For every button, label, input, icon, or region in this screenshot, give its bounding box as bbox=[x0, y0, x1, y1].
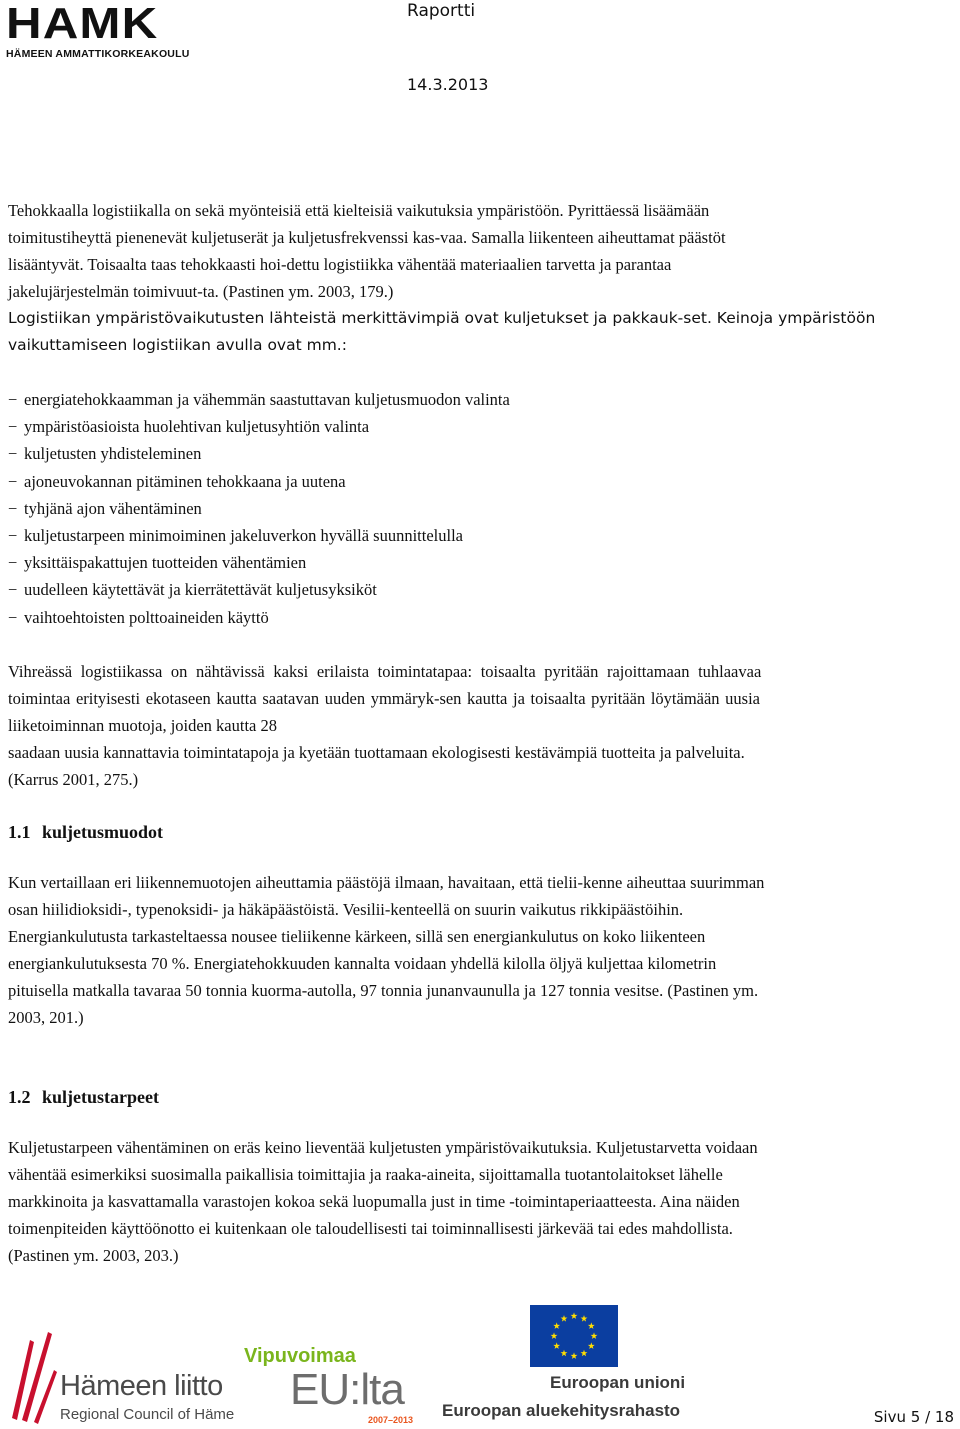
text-line: saadaan uusia kannattavia toimintatapoja ja kyetään tuottamaan ekologisesti kestävämpiä tuotteita ja palveluita. bbox=[8, 743, 745, 762]
text-line: Kun vertaillaan eri liikennemuotojen aiheuttamia päästöjä ilmaan, havaitaan, että tielii-kenne aiheuttaa suurimman bbox=[8, 873, 765, 892]
list-item-text: vaihtoehtoisten polttoaineiden käyttö bbox=[24, 607, 269, 627]
paragraph-intro bbox=[8, 197, 956, 305]
text-line: Tehokkaalla logistiikalla on sekä myönteisiä että kielteisiä vaikutuksia ympäristöön. Pyrittäessä lisäämään bbox=[8, 201, 710, 220]
document-date: 14.3.2013 bbox=[407, 75, 489, 94]
list-item bbox=[8, 495, 510, 522]
section-heading-1-1 bbox=[8, 822, 163, 843]
hameen-liitto-name: Hämeen liitto bbox=[60, 1370, 223, 1402]
page-value: 5 / 18 bbox=[910, 1408, 954, 1426]
paragraph-sources bbox=[8, 305, 956, 359]
euroopan-unioni-text: Euroopan unioni bbox=[550, 1373, 686, 1392]
dash-icon: − bbox=[8, 526, 18, 546]
text-line: (Karrus 2001, 275.) bbox=[8, 770, 139, 789]
text-line: jakelujärjestelmän toimivuut-ta. (Pastinen ym. 2003, 179.) bbox=[8, 282, 394, 301]
dash-icon: − bbox=[8, 471, 18, 491]
list-item-text: kuljetusten yhdisteleminen bbox=[24, 444, 202, 464]
section-number: 1.2 bbox=[8, 1087, 31, 1107]
text-line: energiankulutuksesta 70 %. Energiatehokkuuden kannalta voidaan yhdellä kilolla öljyä kuljettaa kilometrin bbox=[8, 954, 717, 973]
document-title: Raportti bbox=[407, 1, 476, 21]
list-item-text: ympäristöasioista huolehtivan kuljetusyhtiön valinta bbox=[24, 417, 370, 437]
paragraph-transport-needs bbox=[8, 1134, 956, 1269]
list-item bbox=[8, 604, 510, 631]
vipuvoimaa-logo bbox=[244, 1345, 424, 1425]
text-line: (Pastinen ym. 2003, 203.) bbox=[8, 1246, 179, 1265]
vipuvoimaa-text: Vipuvoimaa bbox=[244, 1345, 356, 1367]
dash-icon: − bbox=[8, 417, 18, 437]
eu-logo bbox=[442, 1305, 692, 1425]
list-item-text: ajoneuvokannan pitäminen tehokkaana ja uutena bbox=[24, 471, 346, 491]
section-number: 1.1 bbox=[8, 822, 31, 842]
list-item-text: yksittäispakattujen tuotteiden vähentämien bbox=[24, 553, 307, 573]
dash-icon: − bbox=[8, 444, 18, 464]
list-item bbox=[8, 413, 510, 440]
list-item bbox=[8, 576, 510, 603]
section-title: kuljetusmuodot bbox=[42, 822, 164, 842]
text-line: vähentää esimerkiksi suosimalla paikallisia toimittajia ja raaka-aineita, sijoittamalla tuotantolaitokset lähelle bbox=[8, 1165, 723, 1184]
text-line: osan hiilidioksidi-, typenoksidi- ja häkäpäästöistä. Vesilii-kenteellä on suurin vaikutus rikkipäästöihin. bbox=[8, 900, 684, 919]
list-item bbox=[8, 440, 510, 467]
regional-council-name: Regional Council of Häme bbox=[60, 1406, 235, 1423]
eu-years-text: 2007–2013 bbox=[368, 1415, 414, 1425]
list-item bbox=[8, 386, 510, 413]
dash-icon: − bbox=[8, 390, 18, 409]
hamk-logo bbox=[6, 0, 206, 60]
hamk-logo-text: HAMK bbox=[6, 0, 159, 48]
paragraph-transport-modes bbox=[8, 869, 956, 1031]
page-label: Sivu bbox=[873, 1408, 906, 1426]
measures-list bbox=[8, 386, 510, 631]
text-line: toimitustiheyttä pienenevät kuljetuserät ja kuljetusfrekvenssi kas-vaa. Samalla liikenteen aiheuttamat päästöt bbox=[8, 228, 726, 247]
text-line: Energiankulutusta tarkasteltaessa nousee tieliikenne kärkeen, sillä sen energiankulutus on koko liikenteen bbox=[8, 927, 706, 946]
dash-icon: − bbox=[8, 553, 18, 573]
section-heading-1-2 bbox=[8, 1087, 159, 1108]
text-line: toimenpiteiden käyttöönotto ei kuitenkaan ole taloudellisesti tai toiminnallisesti järkevää tai edes mahdollista. bbox=[8, 1219, 733, 1238]
eu-lta-text: EU:lta bbox=[290, 1365, 404, 1414]
text-line: lisääntyvät. Toisaalta taas tehokkaasti hoi-dettu logistiikka vähentää materiaalien tarvetta ja parantaa bbox=[8, 255, 672, 274]
hamk-logo-subtitle: HÄMEEN AMMATTIKORKEAKOULU bbox=[6, 48, 190, 60]
text-line: pituisella matkalla tavaraa 50 tonnia kuorma-autolla, 97 tonnia junanvaunulla ja 127 tonnia vesitse. (Pastinen ym. bbox=[8, 981, 759, 1000]
list-item-text: energiatehokkaamman ja vähemmän saastuttavan kuljetusmuodon valinta bbox=[24, 390, 510, 409]
text-line: Kuljetustarpeen vähentäminen on eräs keino lieventää kuljetusten ympäristövaikutuksia. Kuljetustarvetta voidaan bbox=[8, 1138, 758, 1157]
list-item bbox=[8, 522, 510, 549]
text-line: vaikuttamiseen logistiikan avulla ovat mm.: bbox=[8, 336, 347, 354]
page-number bbox=[874, 1408, 954, 1426]
text-line: Vihreässä logistiikassa on nähtävissä kaksi erilaista toimintatapaa: toisaalta pyritään rajoittamaan tuhlaavaa bbox=[8, 662, 762, 681]
list-item-text: kuljetustarpeen minimoiminen jakeluverkon hyvällä suunnittelulla bbox=[24, 526, 463, 546]
text-line: liiketoiminnan muotoja, joiden kautta 28 bbox=[8, 716, 277, 735]
text-line: Logistiikan ympäristövaikutusten lähteistä merkittävimpiä ovat kuljetukset ja pakkauk-set. Keinoja ympäristöön bbox=[8, 309, 876, 327]
hameen-liitto-logo bbox=[8, 1330, 238, 1425]
dash-icon: − bbox=[8, 580, 18, 600]
list-item-text: uudelleen käytettävät ja kierrätettävät kuljetusyksiköt bbox=[24, 580, 377, 600]
text-line: toimintaa erityisesti ekotaseen kautta saatavan uuden ymmäryk-sen kautta ja toisaalta pyritään löytämään uusia bbox=[8, 689, 761, 708]
section-title: kuljetustarpeet bbox=[42, 1087, 159, 1107]
list-item bbox=[8, 468, 510, 495]
eu-flag-icon bbox=[530, 1305, 618, 1367]
list-item-text: tyhjänä ajon vähentäminen bbox=[24, 498, 202, 518]
aluekehitysrahasto-text: Euroopan aluekehitysrahasto bbox=[442, 1401, 681, 1420]
dash-icon: − bbox=[8, 607, 18, 627]
dash-icon: − bbox=[8, 498, 18, 518]
list-item bbox=[8, 549, 510, 576]
text-line: 2003, 201.) bbox=[8, 1008, 84, 1027]
paragraph-green-logistics bbox=[8, 658, 956, 793]
text-line: markkinoita ja kasvattamalla varastojen kokoa sekä luopumalla just in time -toimintaperiaatteesta. Aina näiden bbox=[8, 1192, 740, 1211]
hameen-liitto-emblem-icon bbox=[8, 1330, 58, 1425]
